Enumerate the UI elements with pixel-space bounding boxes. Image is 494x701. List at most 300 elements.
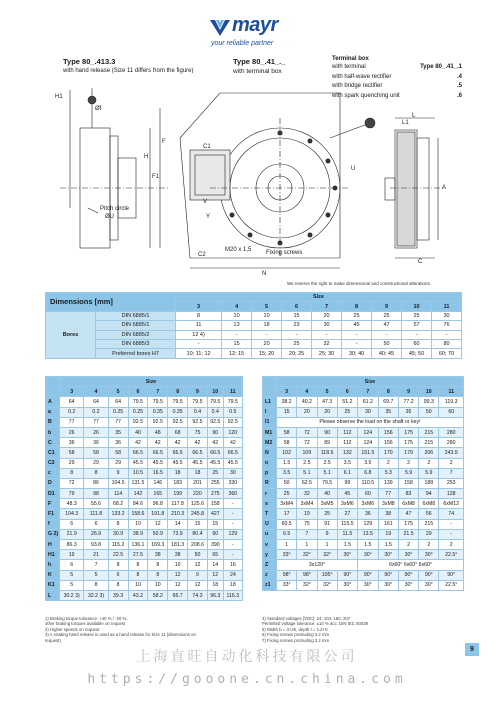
value-cell: 48.3 xyxy=(60,499,84,509)
bore-value: - xyxy=(176,339,222,348)
row-label: h xyxy=(46,560,60,570)
value-cell: 29 xyxy=(108,458,128,468)
value-cell: 275 xyxy=(207,489,223,499)
bore-value: 45 xyxy=(342,321,372,330)
value-cell: 128 xyxy=(439,489,464,499)
value-cell: 35 xyxy=(378,407,398,417)
value-cell: 90° xyxy=(358,570,379,580)
value-cell: 3.5 xyxy=(277,468,297,478)
row-label: f xyxy=(46,519,60,529)
row-label: U xyxy=(263,519,277,529)
value-cell: 99 xyxy=(337,478,357,488)
value-cell: 30° xyxy=(358,580,379,590)
value-cell: 109 xyxy=(297,448,317,458)
label-m20: M20 x 1,5 xyxy=(225,247,252,253)
value-cell: 133.2 xyxy=(108,509,128,519)
mayr-logo xyxy=(210,16,300,50)
value-cell: 79.5 xyxy=(128,397,148,407)
size-cell: 3 xyxy=(60,387,84,397)
footnote: 6) Fixing screws protruding 3.2 mm xyxy=(262,632,330,638)
value-cell: 72 xyxy=(297,438,317,448)
value-cell: - xyxy=(223,540,242,550)
footnote: request) xyxy=(45,637,61,643)
value-cell: 131.5 xyxy=(128,478,148,488)
value-cell: 38 xyxy=(168,550,188,560)
table-row xyxy=(46,580,243,590)
value-cell: 30° xyxy=(378,550,398,560)
side-view-drawing xyxy=(60,88,170,248)
value-cell: 30° xyxy=(398,550,418,560)
value-cell: 2.5 xyxy=(317,458,337,468)
table-row xyxy=(46,540,243,550)
table-row xyxy=(263,387,464,397)
table-row xyxy=(263,438,464,448)
value-cell: 79.5 xyxy=(207,397,223,407)
value-cell: 90° xyxy=(439,570,464,580)
row-label: D1 xyxy=(46,489,60,499)
label-c2: C2 xyxy=(198,252,206,258)
row-label: H1 xyxy=(46,550,60,560)
row-label: T xyxy=(263,509,277,519)
bore-value: 25 xyxy=(282,339,312,348)
technical-drawing xyxy=(40,78,465,278)
value-cell: 10 xyxy=(168,560,188,570)
preferred-value: 45; 50 xyxy=(402,349,432,358)
value-cell: 112 xyxy=(337,438,357,448)
table-row xyxy=(46,560,243,570)
row-label: K1 xyxy=(46,580,60,590)
value-cell: 25 xyxy=(317,509,337,519)
value-cell: 1 xyxy=(297,540,317,550)
bore-value: 57 xyxy=(402,321,432,330)
value-cell: 175 xyxy=(398,438,418,448)
value-cell: 11.5 xyxy=(337,529,357,539)
table-row xyxy=(263,499,464,509)
table-row xyxy=(263,468,464,478)
bore-value: - xyxy=(312,330,342,339)
table-row xyxy=(46,468,243,478)
value-cell: 42 xyxy=(148,438,168,448)
size-cell: 8 xyxy=(342,302,372,311)
value-cell: 66.5 xyxy=(207,448,223,458)
value-cell: 77 xyxy=(108,417,128,427)
value-cell: 142 xyxy=(128,489,148,499)
row-label: F1 xyxy=(46,509,60,519)
preferred-value: 40; 45 xyxy=(372,349,402,358)
row-label: M2 xyxy=(263,438,277,448)
value-cell: 1 xyxy=(317,540,337,550)
bore-value: 30 xyxy=(312,321,342,330)
value-cell: 50.9 xyxy=(148,529,168,539)
value-cell: 117.8 xyxy=(168,499,188,509)
bore-value: 60 xyxy=(402,339,432,348)
value-cell: 84.6 xyxy=(128,499,148,509)
value-cell: 169.3 xyxy=(148,540,168,550)
footnote: other braking torques available on request xyxy=(45,621,126,627)
value-cell: 115.5 xyxy=(337,519,357,529)
value-cell: 51.2 xyxy=(337,397,357,407)
value-cell: 0.2 xyxy=(60,407,84,417)
value-cell: 77 xyxy=(84,417,108,427)
value-cell: 175 xyxy=(398,427,418,437)
value-cell: 10 xyxy=(128,580,148,590)
bore-value: 50 xyxy=(372,339,402,348)
value-cell: 50 xyxy=(419,407,439,417)
label-c: C xyxy=(418,259,423,265)
value-cell: 74.3 xyxy=(188,590,208,600)
value-cell: 2 xyxy=(439,458,464,468)
value-cell: 77 xyxy=(60,417,84,427)
value-cell: 99.3 xyxy=(419,397,439,407)
value-cell: 6.8 xyxy=(358,468,379,478)
value-cell: 30 xyxy=(223,468,242,478)
value-cell: 17 xyxy=(277,509,297,519)
value-cell: 42 xyxy=(223,438,242,448)
value-cell: 26 xyxy=(60,427,84,437)
size-header: Size xyxy=(176,293,462,302)
table-row xyxy=(46,478,243,488)
bore-value: 30 xyxy=(432,311,462,320)
left-corner xyxy=(46,377,60,397)
value-cell: 45.5 xyxy=(148,458,168,468)
bore-value: 25 xyxy=(402,311,432,320)
value-cell: 9 xyxy=(108,468,128,478)
value-cell: 175 xyxy=(398,519,418,529)
value-cell: 25 xyxy=(277,489,297,499)
value-cell: 91 xyxy=(317,519,337,529)
row-label: c xyxy=(46,468,60,478)
value-cell: 5.9 xyxy=(398,468,418,478)
preferred-value: 60; 70 xyxy=(432,349,462,358)
size-cell: 3 xyxy=(277,387,297,397)
table-row xyxy=(46,448,243,458)
value-cell: 30° xyxy=(358,550,379,560)
table-row xyxy=(263,397,464,407)
table-row xyxy=(46,519,243,529)
row-label: z xyxy=(263,570,277,580)
bore-value: - xyxy=(282,330,312,339)
value-cell: 245.8 xyxy=(188,509,208,519)
table-row xyxy=(46,438,243,448)
value-cell: 45.5 xyxy=(128,458,148,468)
value-cell: 161 xyxy=(378,519,398,529)
value-cell: 8 xyxy=(84,580,108,590)
value-cell: 0.5 xyxy=(223,407,242,417)
value-cell: 55.6 xyxy=(84,499,108,509)
size-cell: 10 xyxy=(419,387,439,397)
footnote: Permitted voltage tolerance: ±10 % acc. DIN IEC 60038 xyxy=(262,621,369,627)
value-cell: 72 xyxy=(60,478,84,488)
value-cell: 21.5 xyxy=(398,529,418,539)
label-f: F xyxy=(162,139,166,145)
label-c1: C1 xyxy=(203,144,211,150)
value-cell: 12 xyxy=(188,580,208,590)
left-figure-subtitle: with hand release (Size 11 differs from the figure) xyxy=(63,68,194,74)
value-cell: 0.25 xyxy=(128,407,148,417)
value-cell: 64 xyxy=(60,397,84,407)
bore-value: - xyxy=(432,330,462,339)
footnote: 2) Higher speeds on request xyxy=(45,626,100,632)
right-dimension-table xyxy=(262,376,464,591)
value-cell: 116.3 xyxy=(223,590,242,600)
bore-value: 23 xyxy=(282,321,312,330)
value-cell: 90° xyxy=(337,570,357,580)
watermark-company: 上海直旺自动化科技有限公司 xyxy=(136,649,358,665)
value-cell: 7 xyxy=(297,529,317,539)
terminal-row: with terminal Type 80_.41_.1 xyxy=(332,64,462,70)
value-cell: 2 xyxy=(378,458,398,468)
table-row xyxy=(46,311,462,320)
value-cell: 10.5 xyxy=(128,468,148,478)
row-label: C1 xyxy=(46,448,60,458)
value-cell: 73.9 xyxy=(168,529,188,539)
value-cell: 30.9 xyxy=(108,529,128,539)
value-cell: 20 xyxy=(317,407,337,417)
value-cell: 2 xyxy=(398,540,418,550)
value-cell: 5.9 xyxy=(419,468,439,478)
row-label: B xyxy=(46,417,60,427)
label-l1: L1 xyxy=(402,120,409,126)
bore-value: 20 xyxy=(252,339,282,348)
bore-std: DIN 6885/2 xyxy=(96,330,176,339)
value-cell: 8 xyxy=(108,580,128,590)
footnote: 4) Standard voltages [VDC]: 24; 104; 180; 207 xyxy=(262,616,351,621)
bore-value: - xyxy=(222,330,252,339)
value-cell: 3.5 xyxy=(337,458,357,468)
bore-value: 10 xyxy=(252,311,282,320)
value-cell: 64 xyxy=(108,397,128,407)
value-cell: 18 xyxy=(223,580,242,590)
value-cell: 30° xyxy=(337,580,357,590)
value-cell: 8 xyxy=(84,468,108,478)
value-cell: 3.5 xyxy=(358,458,379,468)
value-cell: 26.9 xyxy=(84,529,108,539)
value-cell: 13.5 xyxy=(358,529,379,539)
footnote: 3) A rotating hand release is used as a hand release for Size 11 (dimensions on xyxy=(45,632,196,638)
value-cell: 27 xyxy=(337,509,357,519)
value-cell: 8 xyxy=(128,560,148,570)
table-row xyxy=(46,590,243,600)
preferred-value: 12; 15 xyxy=(222,349,252,358)
value-cell: 22.5 xyxy=(108,550,128,560)
value-cell: 75 xyxy=(297,519,317,529)
size-cell: 6 xyxy=(282,302,312,311)
footnote: 5) Width b = 4+4h, depth t = 1.2+0 xyxy=(262,626,328,632)
value-cell: 156 xyxy=(378,427,398,437)
bore-value: - xyxy=(342,330,372,339)
value-cell: 94 xyxy=(419,489,439,499)
value-cell: 98 xyxy=(84,489,108,499)
value-cell: 360 xyxy=(223,489,242,499)
row-label: D xyxy=(46,478,60,488)
value-cell: 199 xyxy=(168,489,188,499)
table-row xyxy=(263,570,464,580)
bores-label: Bores xyxy=(46,311,96,358)
footnotes-right xyxy=(262,616,467,643)
value-cell: 61.2 xyxy=(358,397,379,407)
value-cell: 183 xyxy=(168,478,188,488)
value-cell: 6 xyxy=(60,519,84,529)
value-cell: 60 xyxy=(358,489,379,499)
value-cell: 35 xyxy=(108,427,128,437)
page-number: 9 xyxy=(465,643,479,656)
value-cell: 29 xyxy=(419,529,439,539)
row-label: A xyxy=(46,397,60,407)
value-cell: 79.5 xyxy=(168,397,188,407)
value-cell: 45 xyxy=(337,489,357,499)
value-cell: 32.2 3) xyxy=(84,590,108,600)
value-cell: 5.1 xyxy=(297,468,317,478)
value-cell: 62.5 xyxy=(297,478,317,488)
value-cell: 42 xyxy=(128,438,148,448)
bore-std: DIN 6885/3 xyxy=(96,339,176,348)
value-cell: 30° xyxy=(378,580,398,590)
value-cell: 102 xyxy=(277,448,297,458)
value-cell: 0.4 xyxy=(207,407,223,417)
table-row xyxy=(263,509,464,519)
value-cell: 69.7 xyxy=(378,397,398,407)
value-cell: 36 xyxy=(84,438,108,448)
value-cell: 39.3 xyxy=(108,590,128,600)
value-cell: 18 xyxy=(168,468,188,478)
mayr-logo-icon xyxy=(210,18,230,36)
value-cell: 92.5 xyxy=(148,417,168,427)
value-cell: 111.8 xyxy=(84,509,108,519)
bore-value: 76 xyxy=(432,321,462,330)
value-cell: 30° xyxy=(398,580,418,590)
value-cell: 47 xyxy=(398,509,418,519)
value-cell: 19 xyxy=(297,509,317,519)
value-cell: 58 xyxy=(60,448,84,458)
table-row xyxy=(46,417,243,427)
preferred-value: 10; 11; 12 xyxy=(176,349,222,358)
value-cell: 32° xyxy=(317,580,337,590)
value-cell: 188 xyxy=(419,478,439,488)
value-cell: 60.5 xyxy=(277,519,297,529)
value-cell: 2 xyxy=(419,458,439,468)
value-cell: 179 xyxy=(398,448,418,458)
value-cell: 12 xyxy=(207,570,223,580)
brand-name: mayr xyxy=(232,14,278,36)
dimensions-title: Dimensions [mm] xyxy=(46,293,176,312)
value-cell: 158.6 xyxy=(128,509,148,519)
value-cell: 43.2 xyxy=(128,590,148,600)
value-cell: 18 xyxy=(207,580,223,590)
value-cell: 12 xyxy=(188,560,208,570)
value-cell: 45.5 xyxy=(188,458,208,468)
size-cell: 11 xyxy=(432,302,462,311)
value-cell: 25 xyxy=(207,468,223,478)
row-label: l xyxy=(263,407,277,417)
value-cell: 16 xyxy=(223,560,242,570)
value-cell: 112 xyxy=(337,427,357,437)
value-cell: 32 xyxy=(297,489,317,499)
value-cell: 66.5 xyxy=(168,448,188,458)
label-u: U xyxy=(351,166,356,172)
value-cell: 45.5 xyxy=(207,458,223,468)
value-cell: 92.5 xyxy=(168,417,188,427)
value-cell: 66.5 xyxy=(188,448,208,458)
value-cell: 129 xyxy=(358,519,379,529)
row-label: C2 xyxy=(46,458,60,468)
value-cell: 58 xyxy=(84,448,108,458)
value-cell: 6 xyxy=(84,519,108,529)
value-cell: 83 xyxy=(398,489,418,499)
value-cell: 40 xyxy=(128,427,148,437)
footnote: 7) Fixing screws protruding 2.2 mm xyxy=(262,637,330,643)
bore-value: - xyxy=(402,330,432,339)
value-cell: 3xM4 xyxy=(277,499,297,509)
size-cell: 5 xyxy=(317,387,337,397)
value-cell: 1.5 xyxy=(378,540,398,550)
value-cell: 125.6 xyxy=(188,499,208,509)
value-cell: 201 xyxy=(188,478,208,488)
value-cell: 90° xyxy=(419,570,439,580)
label-h1: H1 xyxy=(55,94,63,100)
preferred-bores-label: Preferred bores H7 xyxy=(96,349,176,358)
table-row xyxy=(46,321,462,330)
value-cell: 36 xyxy=(60,438,84,448)
value-cell: 255 xyxy=(207,478,223,488)
size-cell: 6 xyxy=(128,387,148,397)
value-cell: 27.5 xyxy=(128,550,148,560)
size-cell: 11 xyxy=(223,387,242,397)
table-row xyxy=(263,427,464,437)
value-cell: 15 xyxy=(277,407,297,417)
value-cell: - xyxy=(223,550,242,560)
value-cell: 181.3 xyxy=(168,540,188,550)
value-cell: 64 xyxy=(84,397,108,407)
value-cell: 220 xyxy=(188,489,208,499)
size-cell: 8 xyxy=(378,387,398,397)
value-cell: 105° xyxy=(317,570,337,580)
table-row xyxy=(263,550,464,560)
value-cell: 1 xyxy=(277,540,297,550)
row-label: o xyxy=(263,458,277,468)
value-cell: 156 xyxy=(378,438,398,448)
value-cell: 66.5 xyxy=(223,448,242,458)
table-row xyxy=(46,529,243,539)
value-cell: 8 xyxy=(108,560,128,570)
row-label: u xyxy=(263,529,277,539)
value-cell: 158 xyxy=(207,499,223,509)
value-cell: 15 xyxy=(188,519,208,529)
left-size-header: Size xyxy=(60,377,243,387)
value-cell: 15 xyxy=(207,519,223,529)
value-cell: 50 xyxy=(188,550,208,560)
left-dimension-table xyxy=(45,376,243,601)
value-cell: 16.5 xyxy=(148,468,168,478)
bore-value: - xyxy=(252,330,282,339)
value-cell: 42 xyxy=(207,438,223,448)
size-cell: 8 xyxy=(168,387,188,397)
size-cell: 4 xyxy=(84,387,108,397)
value-cell: 124 xyxy=(358,427,379,437)
value-cell: 47.3 xyxy=(317,397,337,407)
value-cell: 21.9 xyxy=(60,529,84,539)
table-row xyxy=(263,417,464,427)
table-row xyxy=(46,339,462,348)
value-cell: 86.3 xyxy=(60,540,84,550)
value-cell: 390 xyxy=(207,540,223,550)
value-cell: 32° xyxy=(297,550,317,560)
value-cell: 56 xyxy=(419,509,439,519)
value-cell: 30.2 3) xyxy=(60,590,84,600)
table-row xyxy=(46,330,462,339)
row-label: K xyxy=(46,570,60,580)
preferred-value: 20; 25 xyxy=(282,349,312,358)
value-cell: 5 xyxy=(84,570,108,580)
